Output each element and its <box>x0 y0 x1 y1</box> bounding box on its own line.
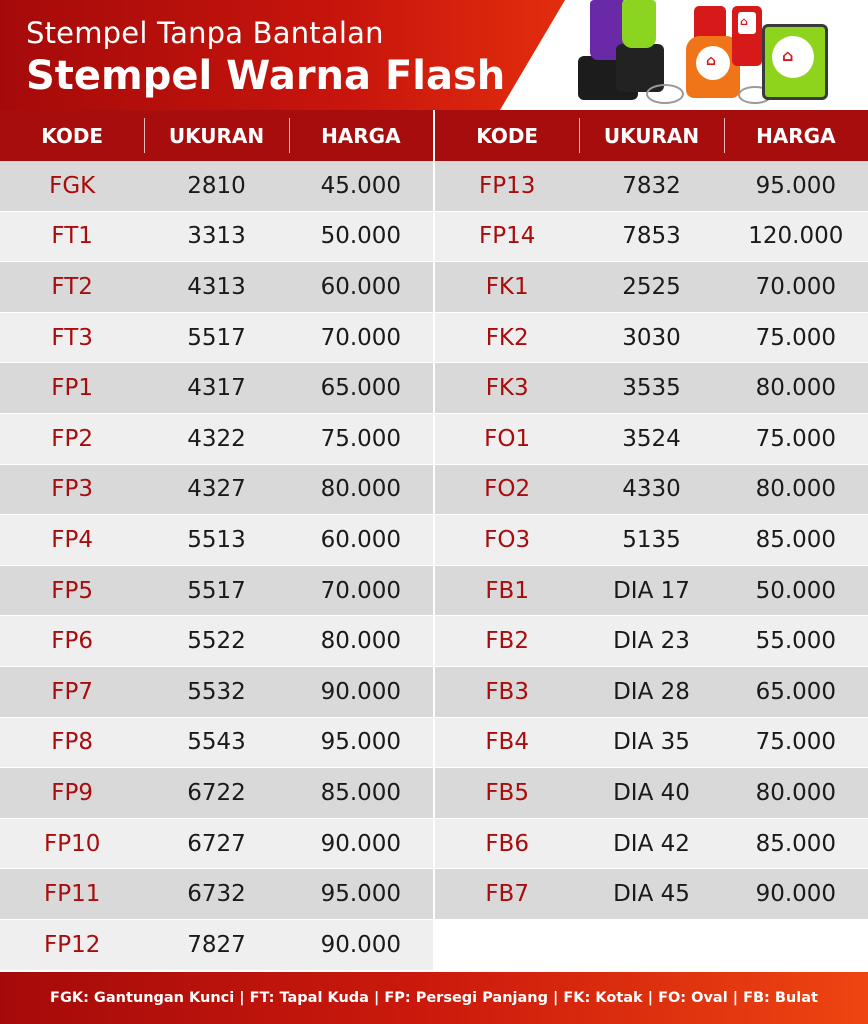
cell-ukuran: 5513 <box>187 526 246 553</box>
cell-kode: FP7 <box>51 678 94 705</box>
cell-kode: FP13 <box>478 172 536 199</box>
cell-kode: FK2 <box>485 324 529 351</box>
table-row <box>435 212 868 263</box>
table-row <box>435 768 868 819</box>
table-row <box>435 414 868 465</box>
table-row <box>0 161 433 212</box>
table-row <box>0 718 433 769</box>
table-row <box>0 616 433 667</box>
cell-ukuran: 5522 <box>187 628 246 655</box>
stamp-green-handle <box>622 0 656 48</box>
cell-harga: 55.000 <box>755 628 837 655</box>
cell-harga: 120.000 <box>748 223 844 250</box>
cell-ukuran: 7853 <box>622 223 681 250</box>
cell-ukuran: 3524 <box>622 425 681 452</box>
cell-harga: 95.000 <box>755 172 837 199</box>
column-header-kode: KODE <box>41 123 104 148</box>
cell-ukuran: 5135 <box>622 526 681 553</box>
cell-harga: 85.000 <box>755 830 837 857</box>
cell-ukuran: 2810 <box>187 172 246 199</box>
cell-kode: FP1 <box>51 375 94 402</box>
cell-harga: 50.000 <box>320 223 402 250</box>
cell-kode: FP10 <box>43 830 101 857</box>
cell-ukuran: 6732 <box>187 881 246 908</box>
table-row <box>0 262 433 313</box>
cell-kode: FP8 <box>51 729 94 756</box>
cell-kode: FB4 <box>485 729 529 756</box>
cell-ukuran: 2525 <box>622 273 681 300</box>
table-row <box>0 465 433 516</box>
table-row <box>435 616 868 667</box>
cell-ukuran: 4317 <box>187 375 246 402</box>
cell-kode: FT2 <box>51 273 93 300</box>
cell-kode: FO2 <box>484 476 531 503</box>
cell-ukuran: 5543 <box>187 729 246 756</box>
cell-harga: 70.000 <box>320 324 402 351</box>
table-row <box>435 363 868 414</box>
cell-harga: 85.000 <box>320 779 402 806</box>
table-row <box>435 566 868 617</box>
table-row <box>0 819 433 870</box>
cell-kode: FB5 <box>485 779 529 806</box>
cell-harga: 70.000 <box>755 273 837 300</box>
cell-kode: FP11 <box>43 881 101 908</box>
table-row <box>435 869 868 920</box>
cell-kode: FT1 <box>51 223 93 250</box>
table-row <box>0 768 433 819</box>
cell-kode: FP2 <box>51 425 94 452</box>
table-row <box>0 414 433 465</box>
cell-ukuran: DIA 42 <box>613 830 690 857</box>
cell-kode: FB2 <box>485 628 529 655</box>
cell-harga: 95.000 <box>320 881 402 908</box>
cell-ukuran: 4327 <box>187 476 246 503</box>
table-row <box>0 515 433 566</box>
cell-kode: FP12 <box>43 931 101 958</box>
cell-ukuran: 4322 <box>187 425 246 452</box>
cell-harga: 90.000 <box>320 830 402 857</box>
cell-ukuran: 4330 <box>622 476 681 503</box>
stamp-product-image <box>572 0 868 110</box>
cell-ukuran: 3030 <box>622 324 681 351</box>
cell-ukuran: 4313 <box>187 273 246 300</box>
cell-kode: FK1 <box>485 273 529 300</box>
table-row <box>0 212 433 263</box>
column-header-harga: HARGA <box>289 110 433 161</box>
footer-legend <box>0 972 868 1024</box>
cell-ukuran: 6722 <box>187 779 246 806</box>
house-logo-icon: ⌂ <box>740 15 748 28</box>
cell-kode: FB3 <box>485 678 529 705</box>
cell-harga: 85.000 <box>755 526 837 553</box>
table-row <box>435 313 868 364</box>
cell-harga: 60.000 <box>320 273 402 300</box>
house-logo-icon: ⌂ <box>706 53 717 69</box>
table-row <box>0 869 433 920</box>
cell-harga: 95.000 <box>320 729 402 756</box>
cell-kode: FO3 <box>484 526 531 553</box>
cell-harga: 80.000 <box>755 476 837 503</box>
price-table-left <box>0 110 433 971</box>
cell-harga: 65.000 <box>320 375 402 402</box>
cell-ukuran: DIA 40 <box>613 779 690 806</box>
cell-harga: 90.000 <box>320 678 402 705</box>
cell-kode: FP14 <box>478 223 536 250</box>
table-row <box>435 515 868 566</box>
column-header-ukuran: UKURAN <box>579 110 723 161</box>
table-row <box>0 920 433 971</box>
table-body <box>0 161 433 971</box>
table-header <box>0 110 433 161</box>
price-table-right <box>435 110 868 971</box>
cell-ukuran: 5532 <box>187 678 246 705</box>
table-row <box>0 566 433 617</box>
cell-ukuran: DIA 17 <box>613 577 690 604</box>
keyring-icon <box>646 84 684 104</box>
cell-kode: FP6 <box>51 628 94 655</box>
cell-harga: 80.000 <box>755 779 837 806</box>
cell-ukuran: DIA 45 <box>613 881 690 908</box>
table-row <box>435 465 868 516</box>
cell-harga: 80.000 <box>320 628 402 655</box>
cell-ukuran: DIA 28 <box>613 678 690 705</box>
cell-harga: 65.000 <box>755 678 837 705</box>
cell-harga: 80.000 <box>320 476 402 503</box>
page-title: Stempel Warna Flash <box>26 53 506 99</box>
cell-harga: 90.000 <box>755 881 837 908</box>
cell-ukuran: DIA 35 <box>613 729 690 756</box>
cell-ukuran: 5517 <box>187 324 246 351</box>
cell-harga: 75.000 <box>755 729 837 756</box>
cell-ukuran: 3535 <box>622 375 681 402</box>
cell-ukuran: 7827 <box>187 931 246 958</box>
cell-harga: 45.000 <box>320 172 402 199</box>
house-logo-icon: ⌂ <box>782 46 794 65</box>
column-header-kode: KODE <box>476 123 539 148</box>
cell-kode: FB7 <box>485 881 529 908</box>
cell-ukuran: 6727 <box>187 830 246 857</box>
cell-harga: 60.000 <box>320 526 402 553</box>
table-row-empty <box>435 920 868 971</box>
column-header-ukuran: UKURAN <box>144 110 288 161</box>
cell-ukuran: 5517 <box>187 577 246 604</box>
table-row <box>0 363 433 414</box>
table-row <box>0 667 433 718</box>
cell-kode: FGK <box>49 172 96 199</box>
table-row <box>0 313 433 364</box>
table-row <box>435 667 868 718</box>
table-row <box>435 819 868 870</box>
table-row <box>435 161 868 212</box>
cell-harga: 90.000 <box>320 931 402 958</box>
cell-kode: FP3 <box>51 476 94 503</box>
cell-kode: FK3 <box>485 375 529 402</box>
cell-harga: 75.000 <box>755 324 837 351</box>
page-subtitle: Stempel Tanpa Bantalan <box>26 16 384 50</box>
cell-kode: FB6 <box>485 830 529 857</box>
cell-harga: 70.000 <box>320 577 402 604</box>
cell-ukuran: 7832 <box>622 172 681 199</box>
cell-kode: FP5 <box>51 577 94 604</box>
cell-harga: 75.000 <box>755 425 837 452</box>
table-row <box>435 262 868 313</box>
cell-kode: FP9 <box>51 779 94 806</box>
cell-kode: FB1 <box>485 577 529 604</box>
cell-ukuran: DIA 23 <box>613 628 690 655</box>
table-header <box>435 110 868 161</box>
cell-harga: 75.000 <box>320 425 402 452</box>
cell-kode: FT3 <box>51 324 93 351</box>
column-header-harga: HARGA <box>724 110 868 161</box>
cell-harga: 50.000 <box>755 577 837 604</box>
cell-kode: FP4 <box>51 526 94 553</box>
table-body <box>435 161 868 971</box>
cell-kode: FO1 <box>484 425 531 452</box>
legend-text: FGK: Gantungan Kunci | FT: Tapal Kuda | FP: Persegi Panjang | FK: Kotak | FO: Oval | FB: Bulat <box>50 990 818 1006</box>
header-banner <box>0 0 868 110</box>
cell-harga: 80.000 <box>755 375 837 402</box>
cell-ukuran: 3313 <box>187 223 246 250</box>
table-row <box>435 718 868 769</box>
